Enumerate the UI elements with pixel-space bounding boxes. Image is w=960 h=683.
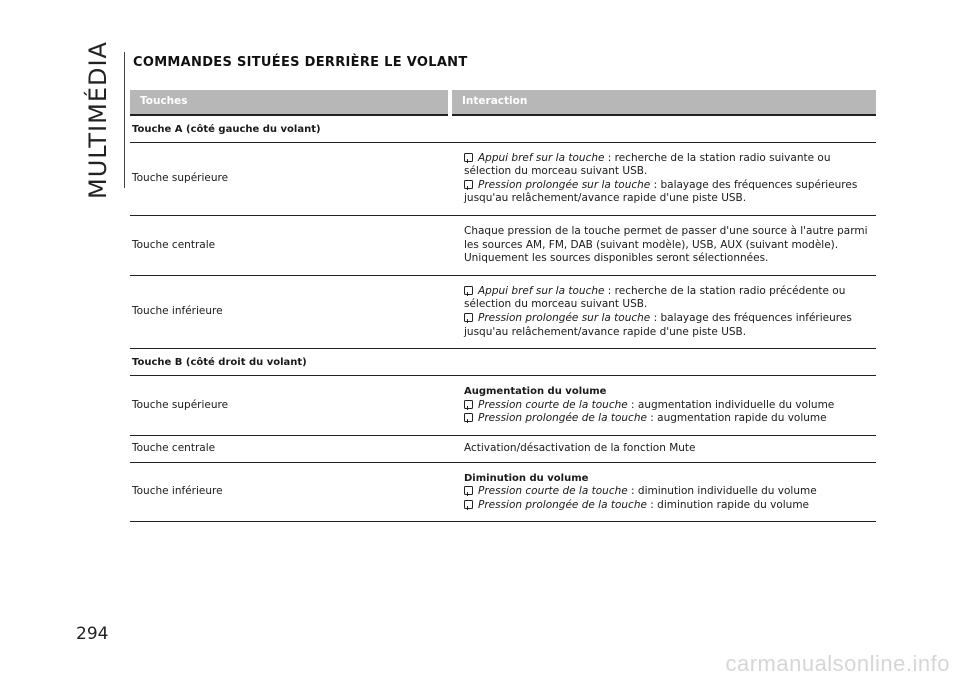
action-description: : augmentation rapide du volume xyxy=(646,412,827,425)
table-row xyxy=(130,376,876,436)
action-description: : augmentation individuelle du volume xyxy=(627,398,835,411)
action-label: Pression courte de la touche xyxy=(478,485,628,498)
group-title: Touche A (côté gauche du volant) xyxy=(130,115,876,143)
action-description: Chaque pression de la touche permet de passer d'une source à l'autre parmi les sources AM, FM, DAB (suivant modèle), USB, AUX (suivant modèle). Uniquement les sources disponibles seront sélectionnées. xyxy=(464,224,868,265)
press-icon xyxy=(464,313,473,322)
action-description: : diminution rapide du volume xyxy=(646,498,810,511)
press-icon xyxy=(464,500,473,509)
action-label: Pression prolongée de la touche xyxy=(478,498,647,511)
action-description: : recherche de la station radio précédente ou sélection du morceau suivant USB. xyxy=(464,284,846,311)
press-icon xyxy=(464,413,473,422)
interaction-cell xyxy=(450,435,876,462)
interaction-line xyxy=(464,152,868,179)
interaction-line xyxy=(464,399,868,413)
side-section-title xyxy=(78,41,118,199)
interaction-line xyxy=(464,485,868,499)
action-label: Appui bref sur la touche xyxy=(478,284,605,297)
header-touches: Touches xyxy=(130,90,450,115)
interaction-cell xyxy=(450,215,876,275)
press-icon xyxy=(464,153,473,162)
section-title: COMMANDES SITUÉES DERRIÈRE LE VOLANT xyxy=(133,55,468,70)
watermark: carmanualsonline.info xyxy=(725,651,950,676)
table-row xyxy=(130,435,876,462)
side-section-title-text: MULTIMÉDIA xyxy=(84,41,112,199)
action-description: Activation/désactivation de la fonction Mute xyxy=(464,441,696,454)
interaction-line xyxy=(464,412,868,426)
table-row xyxy=(130,215,876,275)
table-row xyxy=(130,142,876,215)
action-description: : balayage des fréquences inférieures jusqu'au relâchement/avance rapide d'une piste USB. xyxy=(464,311,852,338)
action-label: Pression prolongée sur la touche xyxy=(478,311,651,324)
header-interaction: Interaction xyxy=(450,90,876,115)
action-label: Appui bref sur la touche xyxy=(478,151,605,164)
table-row xyxy=(130,462,876,522)
interaction-cell xyxy=(450,376,876,436)
press-icon xyxy=(464,180,473,189)
group-row xyxy=(130,115,876,143)
interaction-heading: Augmentation du volume xyxy=(464,386,607,398)
key-cell: Touche supérieure xyxy=(130,142,450,215)
action-description: : recherche de la station radio suivante ou sélection du morceau suivant USB. xyxy=(464,151,831,178)
interaction-cell xyxy=(450,275,876,348)
table-row xyxy=(130,275,876,348)
interaction-line xyxy=(464,499,868,513)
group-title: Touche B (côté droit du volant) xyxy=(130,349,876,376)
action-description: : balayage des fréquences supérieures jusqu'au relâchement/avance rapide d'une piste USB. xyxy=(464,178,858,205)
controls-table xyxy=(130,90,876,522)
interaction-line xyxy=(464,179,868,206)
page-number: 294 xyxy=(76,624,109,644)
press-icon xyxy=(464,486,473,495)
press-icon xyxy=(464,286,473,295)
action-description: : diminution individuelle du volume xyxy=(627,485,817,498)
interaction-cell xyxy=(450,462,876,522)
key-cell: Touche inférieure xyxy=(130,462,450,522)
interaction-line xyxy=(464,442,868,456)
table-header xyxy=(130,90,876,115)
interaction-line xyxy=(464,225,868,266)
key-cell: Touche centrale xyxy=(130,215,450,275)
interaction-cell xyxy=(450,142,876,215)
key-cell: Touche centrale xyxy=(130,435,450,462)
action-label: Pression prolongée de la touche xyxy=(478,412,647,425)
action-label: Pression prolongée sur la touche xyxy=(478,178,651,191)
key-cell: Touche inférieure xyxy=(130,275,450,348)
table-body xyxy=(130,115,876,522)
side-divider xyxy=(124,52,125,188)
key-cell: Touche supérieure xyxy=(130,376,450,436)
interaction-line xyxy=(464,285,868,312)
group-row xyxy=(130,349,876,376)
action-label: Pression courte de la touche xyxy=(478,398,628,411)
interaction-line xyxy=(464,312,868,339)
interaction-heading: Diminution du volume xyxy=(464,472,589,484)
press-icon xyxy=(464,400,473,409)
